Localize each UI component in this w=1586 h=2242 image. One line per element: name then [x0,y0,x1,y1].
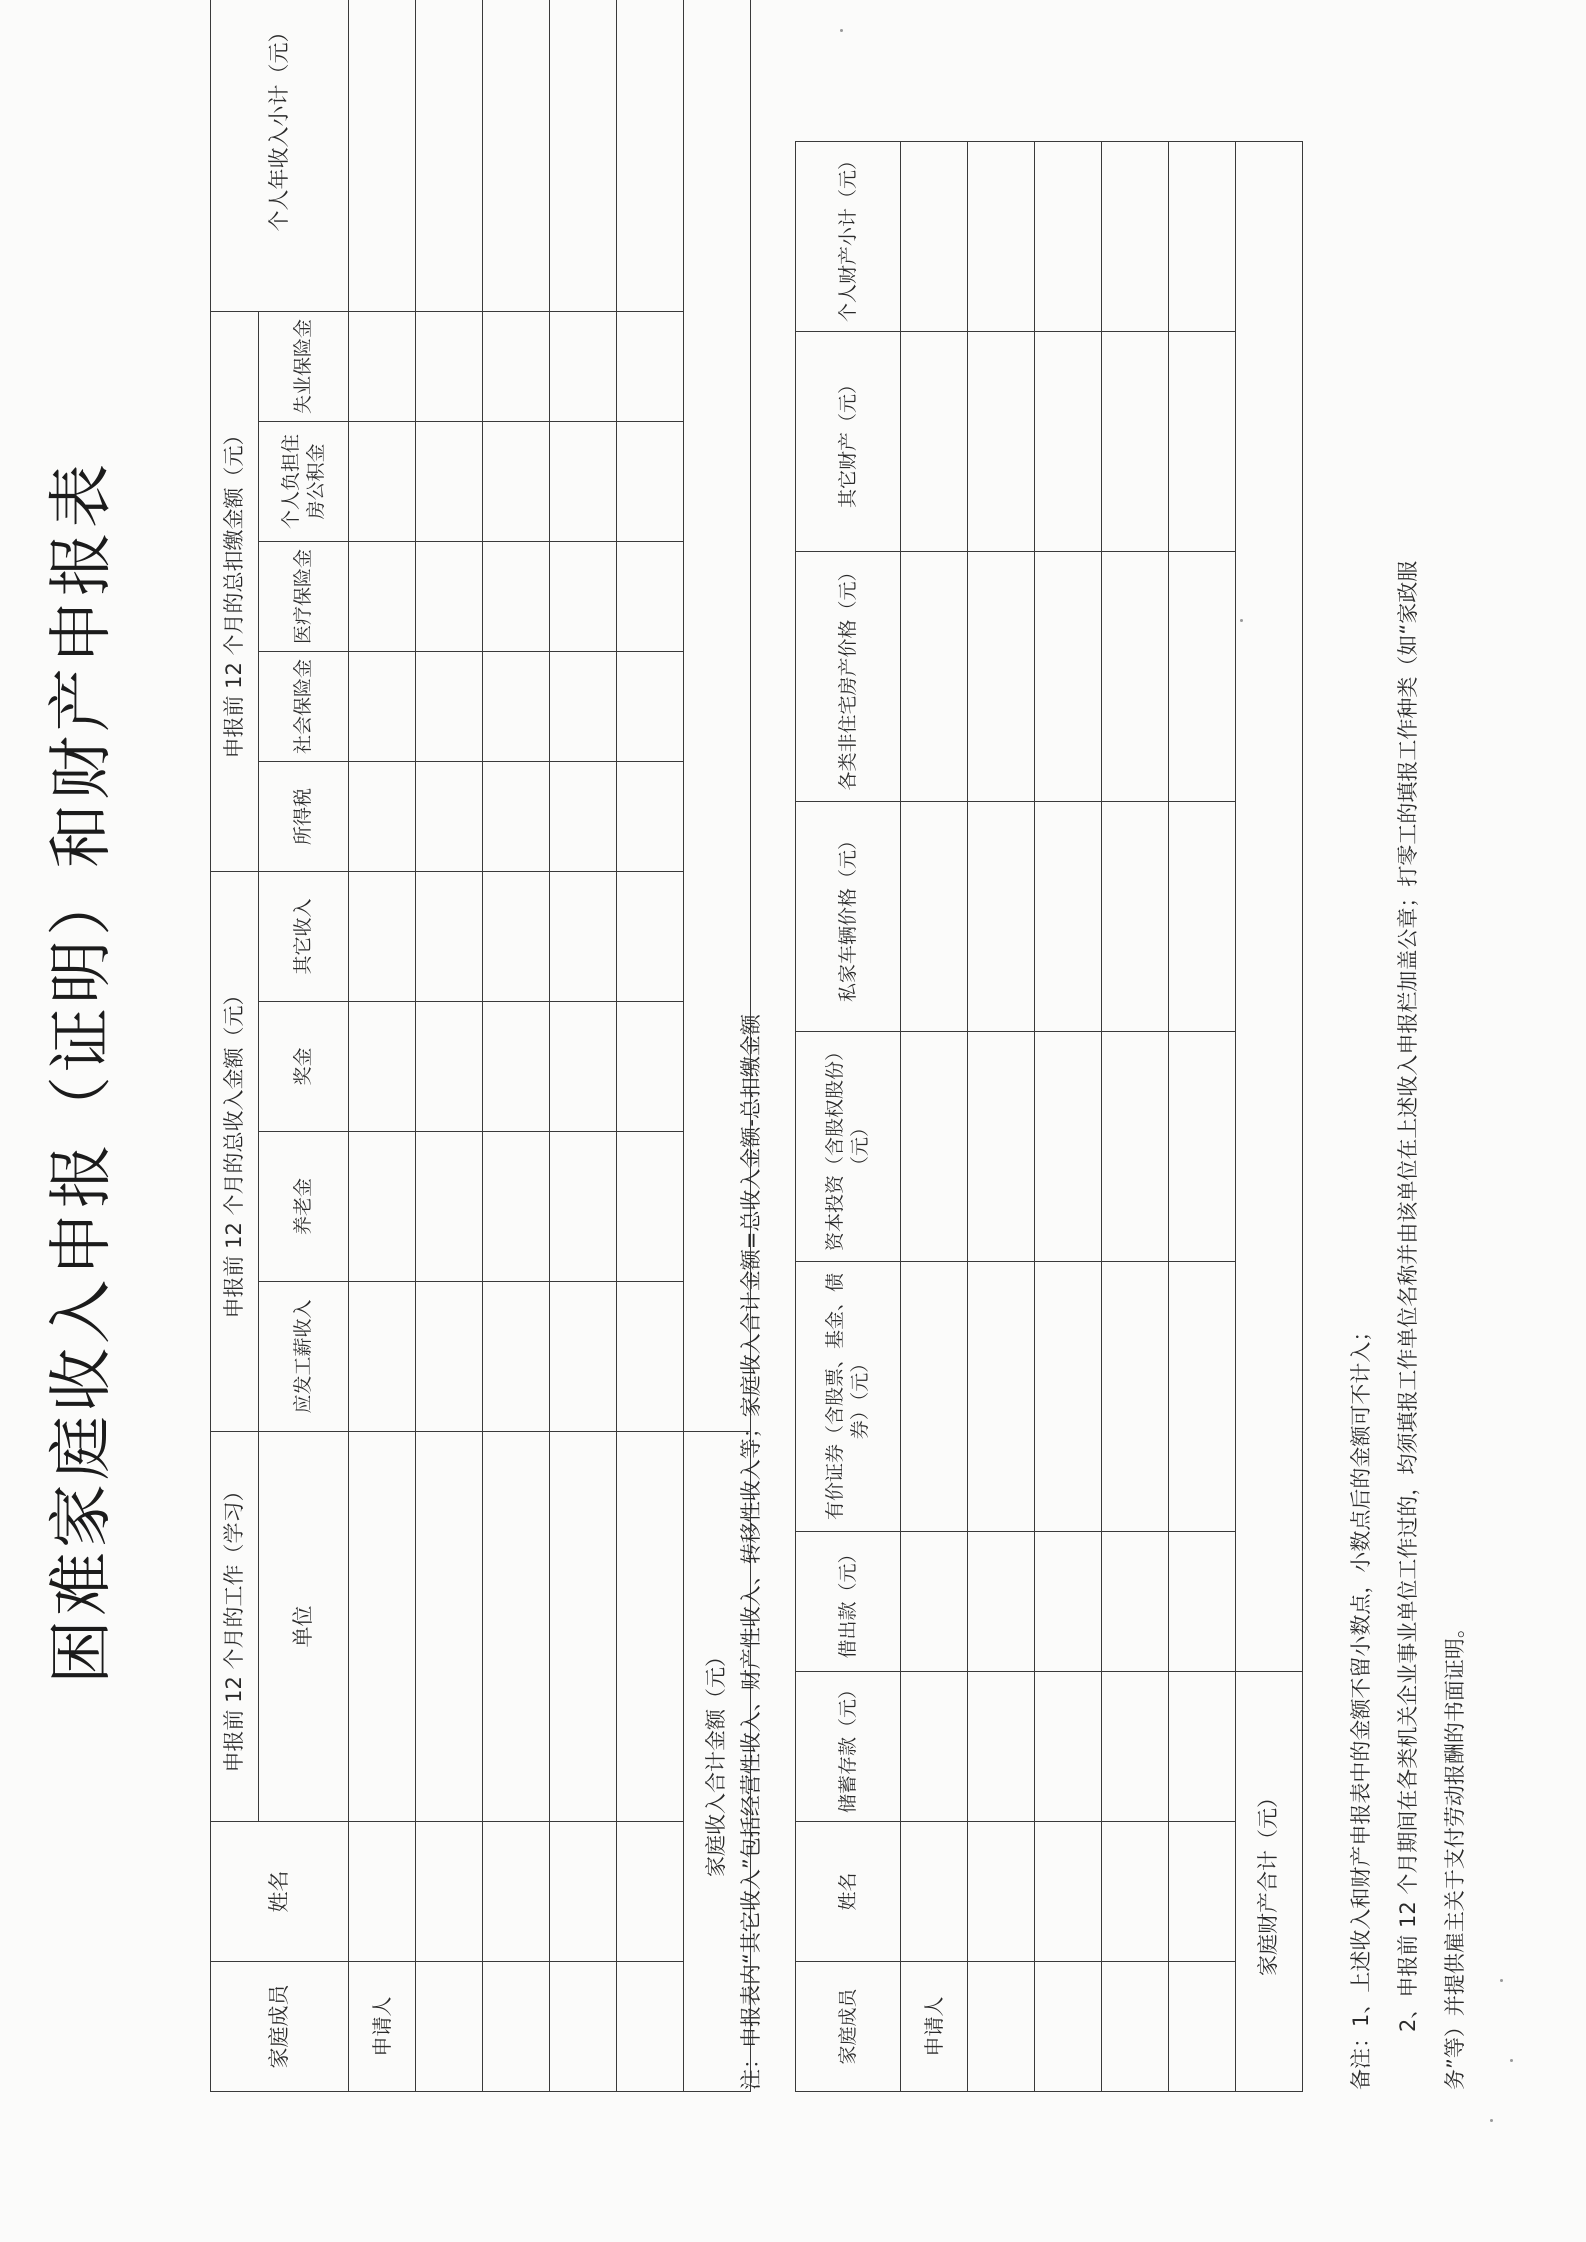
income-cell[interactable] [349,1282,416,1432]
income-cell[interactable] [416,1962,483,2092]
income-cell[interactable] [617,421,684,541]
scan-speck [1510,2059,1513,2062]
asset-cell[interactable] [1035,552,1102,802]
header-family-member: 家庭成员 [211,1962,349,2092]
income-cell[interactable] [349,421,416,541]
income-cell[interactable] [349,761,416,871]
note-line-1: 备注：1、上述收入和财产申报表中的金额不留小数点，小数点后的金额可不计入； [1349,1320,1373,2090]
header-income-bonus: 奖金 [259,1002,349,1132]
income-cell[interactable] [617,0,684,311]
income-cell[interactable] [349,1822,416,1962]
income-cell[interactable] [550,1282,617,1432]
header-deduct-medical: 医疗保险金 [259,541,349,651]
income-cell[interactable] [550,1002,617,1132]
asset-cell[interactable] [1102,332,1169,552]
header-deduct-housing-fund: 个人负担住房公积金 [259,421,349,541]
asset-total-row [1236,142,1303,2092]
asset-header-capital: 资本投资（含股权股份）（元） [796,1032,901,1262]
income-cell[interactable] [416,1282,483,1432]
asset-cell[interactable] [1035,1962,1102,2092]
income-row [550,0,617,2092]
asset-cell[interactable] [1102,802,1169,1032]
scan-speck [1490,2119,1493,2122]
income-cell[interactable] [617,311,684,421]
header-unit: 单位 [259,1432,349,1822]
asset-cell[interactable] [1035,802,1102,1032]
asset-total-value[interactable] [1236,142,1303,1672]
income-cell[interactable] [483,1962,550,2092]
income-cell[interactable] [483,1822,550,1962]
income-cell[interactable] [349,1132,416,1282]
header-income-other: 其它收入 [259,871,349,1001]
asset-cell[interactable] [968,1962,1035,2092]
income-cell[interactable] [550,311,617,421]
asset-cell[interactable] [1169,1032,1236,1262]
income-cell[interactable] [617,1962,684,2092]
asset-cell[interactable] [1169,1822,1236,1962]
asset-cell[interactable] [1169,1672,1236,1822]
header-deduct-unemployment: 失业保险金 [259,311,349,421]
income-cell[interactable] [483,871,550,1001]
income-cell[interactable] [416,0,483,311]
note-line-3: 务”等）并提供雇主关于支付劳动报酬的书面证明。 [1443,1617,1467,2090]
asset-cell[interactable] [968,1032,1035,1262]
income-table [210,0,751,2092]
asset-cell[interactable] [1102,1262,1169,1532]
asset-cell[interactable] [1035,332,1102,552]
asset-total-label: 家庭财产合计（元） [1236,1672,1303,2092]
income-cell[interactable] [483,1432,550,1822]
income-cell[interactable] [483,761,550,871]
asset-row [1169,142,1236,2092]
header-name: 姓名 [211,1822,349,1962]
income-cell[interactable] [617,871,684,1001]
asset-cell[interactable] [1035,1532,1102,1672]
asset-cell[interactable] [968,1532,1035,1672]
income-cell[interactable] [349,651,416,761]
asset-header-family-member: 家庭成员 [796,1962,901,2092]
income-cell[interactable] [416,311,483,421]
income-cell[interactable] [550,421,617,541]
income-cell[interactable] [617,1282,684,1432]
income-cell[interactable] [550,1432,617,1822]
asset-row-applicant [901,142,968,2092]
asset-cell[interactable] [1102,1672,1169,1822]
income-cell[interactable] [349,541,416,651]
income-note: 注：申报表内“其它收入”包括经营性收入、财产性收入、转移性收入等；家庭收入合计金额=总收入金额-总扣缴金额 [739,1014,763,2090]
asset-cell[interactable] [901,802,968,1032]
income-cell[interactable] [550,871,617,1001]
income-cell[interactable] [483,1132,550,1282]
header-personal-income-subtotal: 个人年收入小计（元） [211,0,349,311]
income-cell[interactable] [416,761,483,871]
income-row [416,0,483,2092]
scan-speck [840,29,843,32]
scan-speck [1500,1979,1503,1982]
income-cell[interactable] [416,1002,483,1132]
income-cell[interactable] [416,421,483,541]
asset-cell[interactable] [901,1822,968,1962]
income-cell[interactable] [550,651,617,761]
asset-cell[interactable] [1035,1822,1102,1962]
income-cell[interactable] [416,651,483,761]
income-cell[interactable] [483,311,550,421]
asset-cell[interactable] [1102,1532,1169,1672]
income-cell[interactable] [617,651,684,761]
income-row [483,0,550,2092]
asset-header-property: 各类非住宅房产价格（元） [796,552,901,802]
asset-cell[interactable] [901,1532,968,1672]
asset-cell[interactable] [968,1262,1035,1532]
income-cell[interactable] [416,871,483,1001]
income-cell[interactable] [349,0,416,311]
asset-cell[interactable] [1035,1262,1102,1532]
header-deduct-tax: 所得税 [259,761,349,871]
asset-cell[interactable] [901,1262,968,1532]
applicant-label: 申请人 [349,1962,416,2092]
asset-cell[interactable] [901,142,968,332]
income-cell[interactable] [550,761,617,871]
income-cell[interactable] [550,1132,617,1282]
income-cell[interactable] [483,0,550,311]
income-cell[interactable] [483,1002,550,1132]
asset-cell[interactable] [1102,552,1169,802]
income-cell[interactable] [550,0,617,311]
income-total-label: 家庭收入合计金额（元） [684,1432,751,2092]
asset-cell[interactable] [1169,1532,1236,1672]
asset-cell[interactable] [968,1672,1035,1822]
asset-applicant-label: 申请人 [901,1962,968,2092]
asset-cell[interactable] [1102,1032,1169,1262]
asset-cell[interactable] [1169,142,1236,332]
income-cell[interactable] [416,1822,483,1962]
asset-header-loans: 借出款（元） [796,1532,901,1672]
asset-cell[interactable] [968,332,1035,552]
asset-row [1102,142,1169,2092]
income-cell[interactable] [550,541,617,651]
asset-header-savings: 储蓄存款（元） [796,1672,901,1822]
income-cell[interactable] [617,1132,684,1282]
header-deduct-social: 社会保险金 [259,651,349,761]
asset-row [1035,142,1102,2092]
asset-header-car: 私家车辆价格（元） [796,802,901,1032]
asset-cell[interactable] [1169,332,1236,552]
income-cell[interactable] [483,651,550,761]
income-row-applicant [349,0,416,2092]
asset-cell[interactable] [968,802,1035,1032]
asset-header-other: 其它财产（元） [796,332,901,552]
asset-cell[interactable] [1169,802,1236,1032]
asset-cell[interactable] [968,142,1035,332]
asset-cell[interactable] [1035,142,1102,332]
income-cell[interactable] [416,1432,483,1822]
asset-cell[interactable] [1169,552,1236,802]
asset-cell[interactable] [968,552,1035,802]
asset-header-subtotal: 个人财产小计（元） [796,142,901,332]
income-cell[interactable] [617,1432,684,1822]
income-cell[interactable] [617,1822,684,1962]
asset-cell[interactable] [901,332,968,552]
income-cell[interactable] [416,1132,483,1282]
asset-cell[interactable] [901,1032,968,1262]
income-cell[interactable] [349,871,416,1001]
income-row [617,0,684,2092]
asset-cell[interactable] [1035,1032,1102,1262]
income-cell[interactable] [416,541,483,651]
income-cell[interactable] [617,541,684,651]
income-cell[interactable] [550,1962,617,2092]
income-cell[interactable] [617,761,684,871]
income-cell[interactable] [483,541,550,651]
scan-speck [1240,619,1243,622]
asset-cell[interactable] [901,1672,968,1822]
asset-cell[interactable] [1169,1262,1236,1532]
income-cell[interactable] [349,311,416,421]
note-line-2: 2、申报前 12 个月期间在各类机关企业事业单位工作过的，均须填报工作单位名称并由该单位在上述收入申报栏加盖公章；打零工的填报工作种类（如“家政服 [1396,560,1420,2032]
income-cell[interactable] [550,1822,617,1962]
asset-header-name: 姓名 [796,1822,901,1962]
asset-cell[interactable] [1102,1962,1169,2092]
asset-table [795,141,1303,2092]
asset-cell[interactable] [1102,142,1169,332]
asset-header-securities: 有价证券（含股票、基金、债券）（元） [796,1262,901,1532]
asset-cell[interactable] [968,1822,1035,1962]
asset-cell[interactable] [1102,1822,1169,1962]
header-work-group: 申报前 12 个月的工作（学习） [211,1432,259,1822]
income-cell[interactable] [349,1432,416,1822]
form-title: 困难家庭收入申报（证明）和财产申报表 [45,460,119,1684]
asset-cell[interactable] [1169,1962,1236,2092]
asset-row [968,142,1035,2092]
income-cell[interactable] [483,1282,550,1432]
header-deduct-group: 申报前 12 个月的总扣缴金额（元） [211,311,259,871]
income-cell[interactable] [617,1002,684,1132]
income-cell[interactable] [483,421,550,541]
asset-cell[interactable] [1035,1672,1102,1822]
header-income-pension: 养老金 [259,1132,349,1282]
header-income-group: 申报前 12 个月的总收入金额（元） [211,871,259,1431]
asset-cell[interactable] [901,552,968,802]
header-income-salary: 应发工薪收入 [259,1282,349,1432]
income-cell[interactable] [349,1002,416,1132]
